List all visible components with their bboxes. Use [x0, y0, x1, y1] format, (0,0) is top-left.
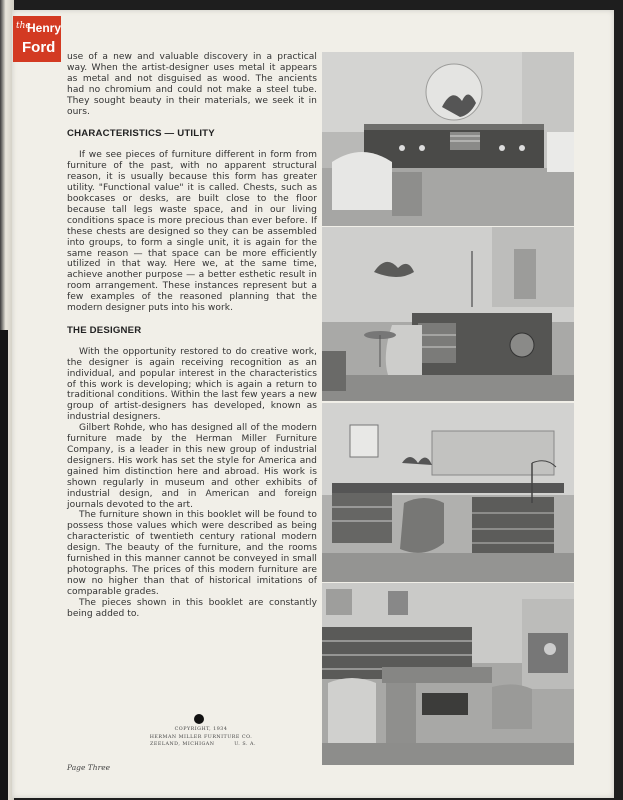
heading-characteristics: CHARACTERISTICS — UTILITY: [67, 128, 215, 140]
designer-paragraph-3: The furniture shown in this booklet will be found to possess those values which were described as being characteristic of twentieth century rational modern design. The beauty of the furniture, and the rooms furnished in this manner cannot be conveyed in small photographs. The prices of this modern furniture are now no higher than that of historical imitations of comparable grades.: [67, 510, 317, 597]
city-line: ZEELAND, MICHIGAN: [150, 742, 215, 747]
body-text-column: [67, 52, 317, 620]
photo-sideboard-room: [322, 52, 574, 226]
photo-study-bookcase-room: [322, 403, 574, 582]
henry-ford-logo: [13, 16, 61, 62]
copyright-block: [140, 726, 262, 749]
page-number: Page Three: [67, 763, 111, 772]
heading-designer: THE DESIGNER: [67, 324, 142, 336]
logo-ford: Ford: [22, 39, 56, 56]
document-page: [12, 10, 614, 798]
designer-paragraph-1: With the opportunity restored to do creative work, the designer is again receiving recognition as an individual, and popular interest in the characteristics of this work is developing; which is again a return to traditional conditions. Within the last few years a new group of artist-designers has developed, known as industrial designers.: [67, 346, 317, 423]
intro-paragraph: use of a new and valuable discovery in a practical way. When the artist-designer uses metal it appears as metal and not disguised as wood. The ancients had no chromium and could not make a steel tube. They sought beauty in their materials, we seek it in ours.: [67, 52, 317, 117]
characteristics-paragraph: If we see pieces of furniture different in form from furniture of the past, with no apparent structural reason, it is usually because this form has greater utility. "Functional value" it is called. Chests, such as bookcases or desks, are built close to the floor because tall legs waste space, and in our living conditions space is more precious than ever before. If these chests are designed so they can be assembled into groups, to form a single unit, it is again for the same reason — that space can be more efficiently utilized in that way. Here we, at the same time, achieve another purpose — a better esthetic result in room arrangement. These instances represent but a few examples of the reasoned planning that the modern designer puts into his work.: [67, 150, 317, 314]
company-line: HERMAN MILLER FURNITURE CO.: [149, 734, 253, 740]
logo-henry: Henry: [27, 21, 62, 35]
designer-paragraph-4: The pieces shown in this booklet are constantly being added to.: [67, 597, 317, 619]
designer-paragraph-2: Gilbert Rohde, who has designed all of the modern furniture made by the Herman Miller Furniture Company, is a leader in this new group of industrial designers. His work has set the style for America and gained him distinction here and abroad. His work is shown regularly in museum and other exhibits of industrial design, and in American and foreign journals devoted to the art.: [67, 423, 317, 510]
photo-library-desk-room: [322, 583, 574, 765]
logo-the: the: [16, 21, 31, 31]
copyright-line: COPYRIGHT, 1934: [174, 727, 228, 732]
bullet-dot: [194, 714, 204, 724]
photo-lounge-bookcase-room: [322, 227, 574, 401]
country-line: U. S. A.: [234, 742, 256, 747]
